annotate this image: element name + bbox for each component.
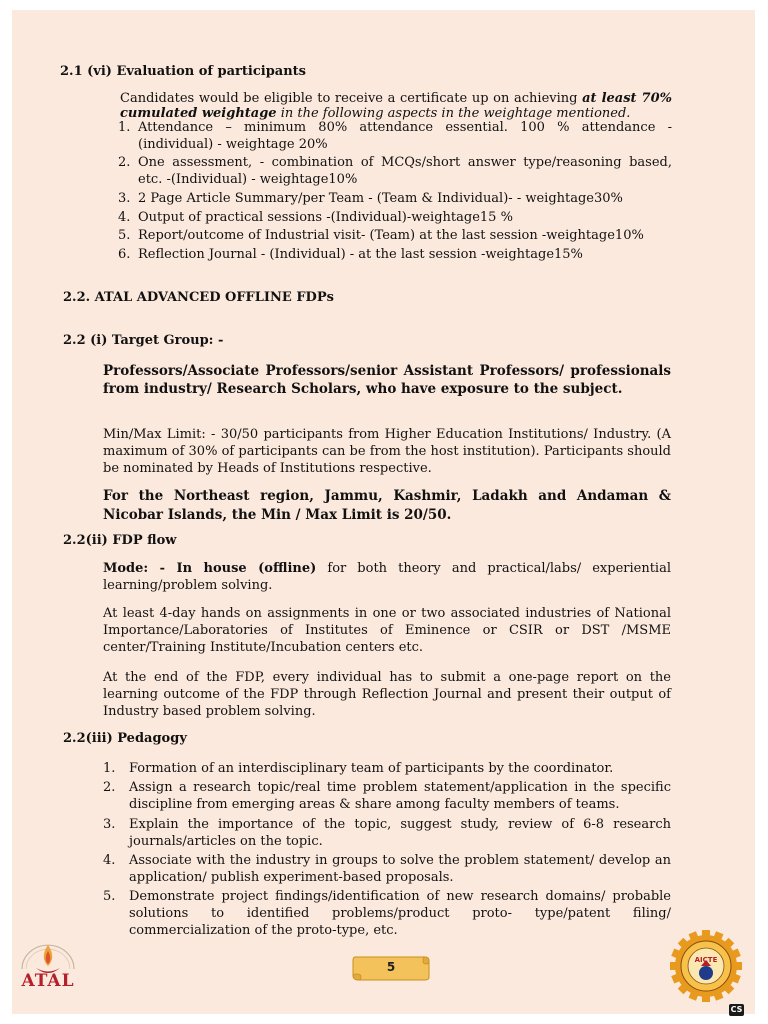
list-text: Explain the importance of the topic, suggest study, review of 6-8 research journals/articles on the topic. — [129, 817, 671, 849]
list-text: One assessment, - combination of MCQs/short answer type/reasoning based, etc. -(Individual) - weightage10% — [138, 155, 672, 187]
section-heading-fdp-flow: 2.2(ii) FDP flow — [63, 533, 177, 548]
list-item — [103, 760, 671, 779]
page-number: 5 — [386, 960, 396, 974]
section-heading-target-group: 2.2 (i) Target Group: - — [63, 333, 224, 348]
evaluation-intro — [120, 91, 672, 121]
list-item — [103, 816, 671, 852]
intro-italic: in the following aspects in the weightage mentioned. — [276, 106, 631, 121]
list-number: 2. — [118, 155, 131, 170]
atal-logo-text: ATAL — [21, 971, 75, 991]
list-text: Output of practical sessions -(Individual)-weightage15 % — [138, 210, 513, 225]
mode-description: for both theory and practical/labs/ experiential learning/problem solving. — [103, 561, 671, 593]
aicte-logo-text: AICTE — [694, 956, 718, 964]
list-text: Reflection Journal - (Individual) - at the last session -weightage15% — [138, 247, 583, 262]
intro-bold: at least 70% cumulated weightage — [120, 91, 672, 121]
aicte-gear-icon — [670, 930, 742, 1002]
section-heading-evaluation: 2.1 (vi) Evaluation of participants — [60, 64, 306, 79]
assignments-text: At least 4-day hands on assignments in one or two associated industries of National Importance/Laboratories of Institutes of Eminence or CSIR or DST /MSME center/Training Institute/Incubation centers etc. — [103, 606, 671, 655]
list-number: 3. — [103, 817, 116, 832]
target-group-text: Professors/Associate Professors/senior Assistant Professors/ professionals from industry/ Research Scholars, who have exposure to the subject. — [103, 363, 671, 397]
list-number: 5. — [103, 889, 116, 904]
list-item — [103, 779, 671, 816]
list-text: Formation of an interdisciplinary team of participants by the coordinator. — [129, 761, 614, 776]
mode-label: Mode: - In house (offline) — [103, 561, 317, 576]
northeast-limit-text: For the Northeast region, Jammu, Kashmir, Ladakh and Andaman & Nicobar Islands, the Min / Max Limit is 20/50. — [103, 488, 671, 523]
list-number: 2. — [103, 780, 116, 795]
min-max-limit-text: Min/Max Limit: - 30/50 participants from Higher Education Institutions/ Industry. (A maximum of 30% of participants can be from the host institution). Participants should be nominated by Heads of Institutions respective. — [103, 427, 671, 476]
list-text: 2 Page Article Summary/per Team - (Team & Individual)- - weightage30% — [138, 191, 623, 206]
list-item — [103, 852, 671, 888]
list-number: 4. — [118, 210, 131, 225]
list-number: 4. — [103, 853, 116, 868]
list-number: 6. — [118, 247, 131, 262]
pedagogy-list — [103, 760, 671, 942]
list-text: Demonstrate project findings/identification of new research domains/ probable solutions to identified problems/product proto- type/patent filing/ commercialization of the proto-type, etc. — [129, 889, 671, 938]
end-of-fdp-text: At the end of the FDP, every individual has to submit a one-page report on the learning outcome of the FDP through Reflection Journal and present their output of Industry based problem solving. — [103, 670, 671, 719]
list-number: 3. — [118, 191, 131, 206]
evaluation-list — [118, 119, 672, 264]
list-number: 5. — [118, 228, 131, 243]
list-number: 1. — [103, 761, 116, 776]
list-text: Assign a research topic/real time problem statement/application in the specific discipline from emerging areas & share among faculty members of teams. — [129, 780, 671, 812]
list-item — [118, 227, 672, 246]
list-number: 1. — [118, 120, 131, 135]
mode-text — [103, 560, 671, 594]
list-item — [118, 154, 672, 190]
page-number-badge — [349, 953, 433, 983]
list-text: Attendance – minimum 80% attendance essential. 100 % attendance - (individual) - weightage 20% — [138, 120, 672, 152]
list-item — [118, 246, 672, 264]
intro-text: Candidates would be eligible to receive a certificate up on achieving — [120, 91, 583, 106]
list-text: Report/outcome of Industrial visit- (Team) at the last session -weightage10% — [138, 228, 644, 243]
atal-logo — [8, 935, 88, 993]
aicte-logo — [670, 930, 742, 1002]
section-heading-atal-advanced: 2.2. ATAL ADVANCED OFFLINE FDPs — [63, 290, 334, 305]
list-text: Associate with the industry in groups to solve the problem statement/ develop an application/ publish experiment-based proposals. — [129, 853, 671, 885]
list-item — [118, 209, 672, 227]
section-heading-pedagogy: 2.2(iii) Pedagogy — [63, 731, 187, 746]
list-item — [118, 190, 672, 209]
list-item — [118, 119, 672, 154]
scanner-badge: CS — [730, 1005, 743, 1014]
list-item — [103, 888, 671, 942]
